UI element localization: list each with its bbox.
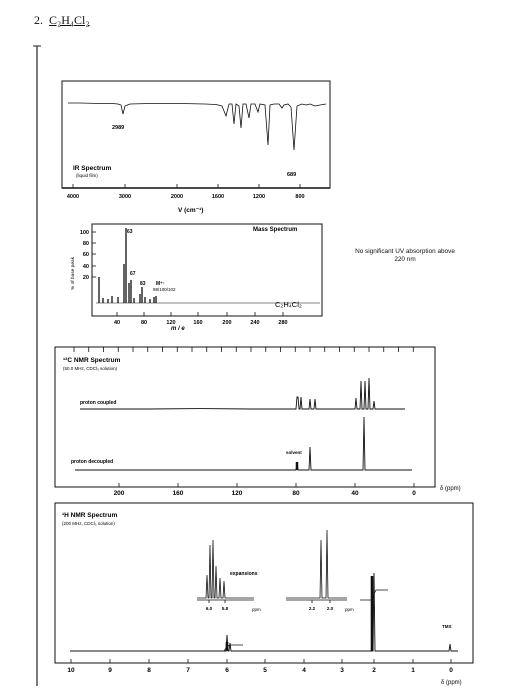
h1-axis-unit: δ (ppm) — [441, 680, 462, 686]
h1-expansion-1-unit: ppm — [252, 607, 261, 612]
ir-axis-tick-label: 3000 — [118, 194, 132, 200]
c13-axis-tick-label: 80 — [292, 490, 300, 497]
h1-axis-tick-label: 10 — [67, 667, 75, 674]
h1-axis-tick-label: 7 — [186, 667, 190, 674]
c13-axis-unit: δ (ppm) — [440, 486, 461, 492]
mass-peak-label-67: 67 — [130, 271, 136, 277]
mass-x-tick-label: 40 — [113, 320, 121, 326]
c13-axis-ticks — [114, 483, 417, 497]
ir-axis-tick-label: 1200 — [252, 194, 266, 200]
h1-axis-tick-label: 4 — [302, 667, 306, 674]
h1-axis-tick-label: 2 — [372, 667, 376, 674]
h1-expansions-label: expansions — [230, 571, 258, 577]
h1-trace — [70, 573, 458, 651]
mass-x-tick-label: 280 — [278, 320, 288, 326]
c13-axis-tick-label: 160 — [172, 490, 184, 497]
ir-title: IR Spectrum — [73, 165, 112, 172]
mass-peaks — [96, 228, 320, 303]
mass-peak-label-63: 63 — [127, 229, 133, 235]
mass-y-tick-label: 80 — [82, 241, 89, 247]
h1-axis-tick-label: 3 — [340, 667, 344, 674]
mass-x-tick-label: 200 — [222, 320, 232, 326]
h1-exp1-tick-label: 6.0 — [205, 606, 213, 611]
h1-axis-tick-label: 1 — [411, 667, 415, 674]
h1-axis-tick-label: 6 — [225, 667, 229, 674]
mass-y-tick-label: 100 — [79, 230, 89, 236]
c13-axis-tick-label: 0 — [412, 490, 416, 497]
ir-axis-tick-label: 2000 — [170, 194, 184, 200]
mass-title: Mass Spectrum — [253, 227, 298, 233]
mass-y-tick-label: 40 — [82, 264, 89, 270]
c13-coupled-trace — [80, 378, 405, 409]
ir-spectrum — [62, 81, 330, 214]
mass-peak-label-83: 83 — [140, 281, 146, 287]
h1-exp2-tick-label: 2.0 — [326, 606, 334, 611]
h1-tms-label: TMS — [442, 624, 452, 629]
h1-exp1-tick-label: 5.8 — [221, 606, 229, 611]
h1-nmr-spectrum — [55, 503, 473, 686]
c13-title: ¹³C NMR Spectrum — [63, 357, 121, 364]
mass-xlabel: m / e — [171, 326, 185, 332]
ir-subtitle: (liquid film) — [76, 173, 98, 178]
mass-ylabel: % of base peak — [71, 256, 76, 290]
ir-axis-ticks — [67, 184, 305, 200]
mass-y-ticks — [80, 230, 96, 281]
h1-frame — [55, 503, 473, 663]
c13-subtitle: (50.0 MHz, CDCl₃ solution) — [63, 366, 118, 371]
h1-exp2-tick-label: 2.2 — [308, 606, 316, 611]
h1-axis-tick-label: 5 — [263, 667, 267, 674]
mass-y-tick-label: 20 — [82, 275, 89, 281]
mass-peak-label-molecular-ion: M⁺· — [156, 281, 165, 287]
ir-peak-label-2989: 2989 — [112, 125, 125, 131]
problem-formula: C₂H₄Cl₂ — [49, 13, 90, 27]
mass-x-tick-label: 240 — [250, 320, 260, 326]
h1-expansion-1-ticks — [206, 600, 229, 611]
ir-axis-tick-label: 1600 — [211, 194, 225, 200]
ir-axis-label: V (cm⁻¹) — [178, 207, 204, 214]
c13-top-ticks — [74, 347, 413, 352]
c13-axis-tick-label: 120 — [231, 490, 243, 497]
c13-axis-tick-label: 40 — [351, 490, 359, 497]
h1-expansion-2-trace — [286, 530, 347, 598]
c13-nmr-spectrum — [55, 347, 461, 497]
h1-axis-tick-label: 9 — [108, 667, 112, 674]
mass-x-tick-label: 80 — [140, 320, 148, 326]
ir-peak-label-689: 689 — [287, 172, 297, 178]
mass-x-ticks — [114, 312, 288, 326]
h1-expansion-2-unit: ppm — [345, 607, 354, 612]
c13-label-decoupled: proton decoupled — [71, 459, 114, 465]
c13-label-solvent: solvent — [286, 450, 302, 455]
h1-expansion-2-ticks — [309, 600, 334, 611]
problem-number: 2. — [34, 13, 43, 27]
mass-y-tick-label: 60 — [82, 252, 89, 258]
h1-axis-tick-label: 0 — [449, 667, 453, 674]
h1-expansion-2 — [286, 530, 354, 612]
mass-x-tick-label: 160 — [193, 320, 203, 326]
ir-axis-tick-label: 800 — [295, 194, 305, 200]
mass-peak-label-98-100-102: 98/100/102 — [153, 287, 176, 292]
mass-spectrum — [70, 224, 322, 332]
c13-axis-tick-label: 200 — [113, 490, 125, 497]
h1-subtitle: (200 MHz, CDCl₃ solution) — [62, 521, 115, 526]
ir-axis-tick-label: 4000 — [66, 194, 80, 200]
h1-expansion-1-trace — [197, 540, 254, 598]
uv-note: No significant UV absorption above 220 nm — [355, 248, 455, 263]
ir-trace — [68, 103, 326, 150]
mass-formula: C₂H₄Cl₂ — [275, 300, 302, 309]
h1-axis-ticks — [67, 659, 453, 674]
h1-title: ¹H NMR Spectrum — [62, 512, 118, 519]
mass-x-tick-label: 120 — [166, 320, 176, 326]
h1-axis-tick-label: 8 — [147, 667, 151, 674]
c13-label-coupled: proton coupled — [80, 400, 117, 406]
c13-decoupled-trace — [75, 417, 412, 470]
